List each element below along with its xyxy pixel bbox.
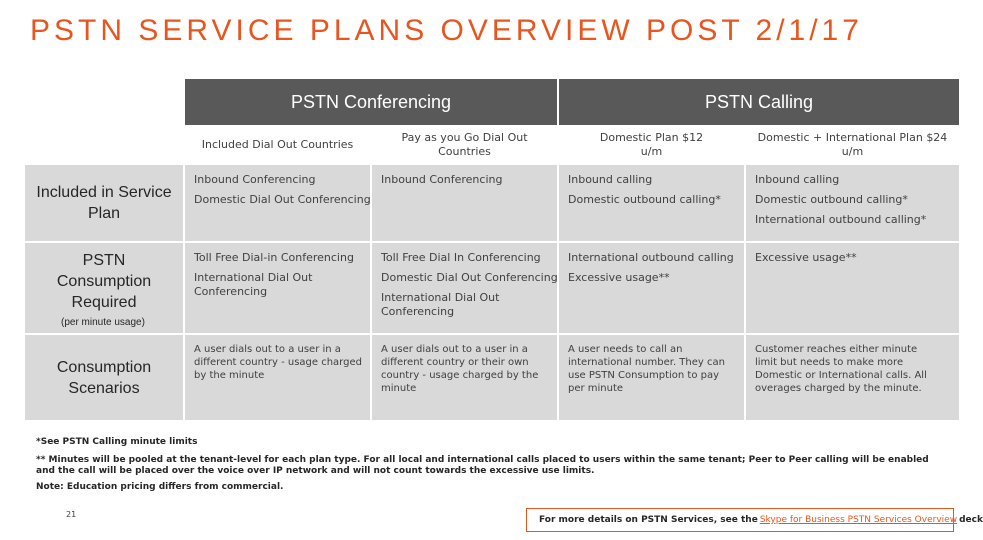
row-sublabel: (per minute usage) <box>61 317 145 328</box>
cell-item: Domestic Dial Out Conferencing <box>194 193 371 206</box>
overview-deck-link[interactable]: Skype for Business PSTN Services Overview <box>759 515 958 525</box>
cell-item: Domestic outbound calling* <box>755 193 908 206</box>
cell-item: Toll Free Dial In Conferencing <box>381 251 541 264</box>
cell-item: Domestic Dial Out Conferencing <box>381 271 558 284</box>
cell-item: International Dial Out Conferencing <box>381 291 500 318</box>
row-label: PSTN Consumption Required <box>56 251 152 311</box>
column-header-pay-as-you-go: Pay as you Go Dial Out Countries <box>372 127 557 163</box>
footer-reference-box <box>526 508 983 532</box>
cell-included-domestic-plan <box>559 165 744 241</box>
row-label: Consumption Scenarios <box>56 358 152 397</box>
cell-item: Inbound calling <box>568 173 653 186</box>
footer-prefix: For more details on PSTN Services, see the <box>539 515 758 525</box>
cell-consumption-domestic-international-plan <box>746 243 959 333</box>
cell-consumption-pay-as-you-go <box>372 243 557 333</box>
cell-item: International outbound calling <box>568 251 734 264</box>
cell-consumption-included-dial-out <box>185 243 370 333</box>
cell-item: Excessive usage** <box>755 251 857 264</box>
footnote-calling-limits: *See PSTN Calling minute limits <box>36 437 198 447</box>
group-header-conferencing: PSTN Conferencing <box>185 79 557 125</box>
cell-scenario-pay-as-you-go: A user dials out to a user in a different country or their own country - usage charged by the minute <box>372 335 557 420</box>
cell-scenario-domestic-plan: A user needs to call an international number. They can use PSTN Consumption to pay per minute <box>559 335 744 420</box>
column-header-included-dial-out: Included Dial Out Countries <box>185 127 370 163</box>
row-header-included <box>25 165 183 241</box>
cell-item: International outbound calling* <box>755 213 927 226</box>
row-header-consumption <box>25 243 183 333</box>
group-header-calling: PSTN Calling <box>559 79 959 125</box>
column-header-domestic-international-plan: Domestic + International Plan $24 u/m <box>746 127 959 163</box>
cell-item: Toll Free Dial-in Conferencing <box>194 251 354 264</box>
page-number: 21 <box>66 510 77 519</box>
cell-included-pay-as-you-go <box>372 165 557 241</box>
footnote-minutes-pooled: ** Minutes will be pooled at the tenant-level for each plan type. For all local and international calls placed to users within the same tenant; Peer to Peer calling will be enabled and the call will be placed over the voice over IP network and will not count towards the excessive use limits. <box>36 455 929 476</box>
cell-scenario-domestic-international-plan: Customer reaches either minute limit but needs to make more Domestic or International calls. All overages charged by the minute. <box>746 335 959 420</box>
column-header-domestic-plan: Domestic Plan $12 u/m <box>559 127 744 163</box>
footnote-education-pricing: Note: Education pricing differs from commercial. <box>36 482 284 492</box>
cell-included-included-dial-out <box>185 165 370 241</box>
cell-item: Inbound Conferencing <box>194 173 316 186</box>
row-label: Included in Service Plan <box>36 184 172 222</box>
cell-item: International Dial Out Conferencing <box>194 271 313 298</box>
cell-item: Inbound calling <box>755 173 840 186</box>
cell-item: Inbound Conferencing <box>381 173 503 186</box>
row-header-scenarios <box>25 335 183 420</box>
cell-scenario-included-dial-out: A user dials out to a user in a different country - usage charged by the minute <box>185 335 370 420</box>
cell-item: Excessive usage** <box>568 271 670 284</box>
cell-item: Domestic outbound calling* <box>568 193 721 206</box>
footer-suffix: deck <box>959 515 983 525</box>
cell-included-domestic-international-plan <box>746 165 959 241</box>
cell-consumption-domestic-plan <box>559 243 744 333</box>
page-title: PSTN SERVICE PLANS OVERVIEW POST 2/1/17 <box>30 14 863 47</box>
